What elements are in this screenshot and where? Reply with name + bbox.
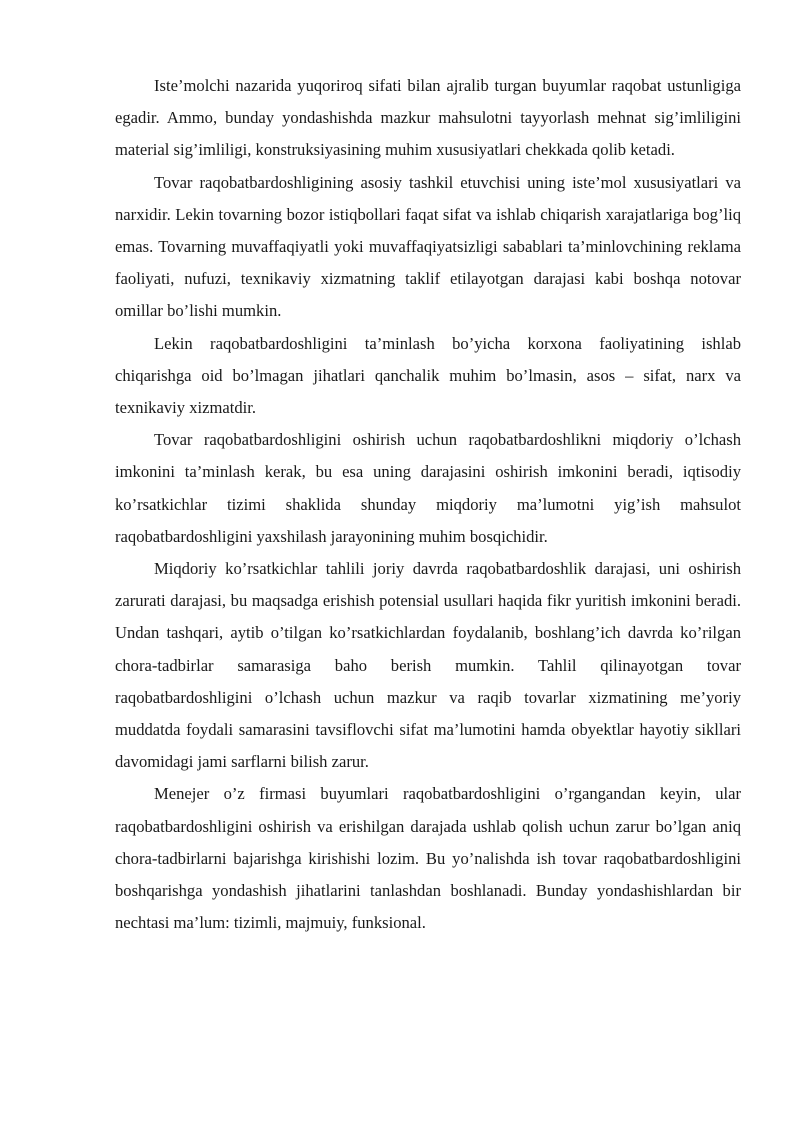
- document-body: [115, 70, 741, 939]
- paragraph: Miqdoriy ko’rsatkichlar tahlili joriy davrda raqobatbardoshlik darajasi, uni oshirish zarurati darajasi, bu maqsadga erishish potensial usullari haqida fikr yuritish imkonini beradi. Undan tashqari, aytib o’tilgan ko’rsatkichlardan foydalanib, boshlang’ich davrda ko’rilgan chora-tadbirlar samarasiga baho berish mumkin. Tahlil qilinayotgan tovar raqobatbardoshligini o’lchash uchun mazkur va raqib tovarlar xizmatining me’yoriy muddatda foydali samarasini tavsiflovchi sifat ma’lumotini hamda obyektlar hayotiy sikllari davomidagi jami sarflarni bilish zarur.: [115, 559, 741, 772]
- paragraph: Tovar raqobatbardoshligini oshirish uchun raqobatbardoshlikni miqdoriy o’lchash imkonini ta’minlash kerak, bu esa uning darajasini oshirish imkonini beradi, iqtisodiy ko’rsatkichlar tizimi shaklida shunday miqdoriy ma’lumotni yig’ish mahsulot raqobatbardoshligini yaxshilash jarayonining muhim bosqichidir.: [115, 430, 741, 546]
- paragraph: Menejer o’z firmasi buyumlari raqobatbardoshligini o’rgangandan keyin, ular raqobatbardoshligini oshirish va erishilgan darajada ushlab qolish uchun zarur bo’lgan aniq chora-tadbirlarni bajarishga kirishishi lozim. Bu yo’nalishda ish tovar raqobatbardoshligini boshqarishga yondashish jihatlarini tanlashdan boshlanadi. Bunday yondashishlardan bir nechtasi ma’lum: tizimli, majmuiy, funksional.: [115, 784, 741, 933]
- paragraph: Tovar raqobatbardoshligining asosiy tashkil etuvchisi uning iste’mol xususiyatlari va narxidir. Lekin tovarning bozor istiqbollari faqat sifat va ishlab chiqarish xarajatlariga bog’liq emas. Tovarning muvaffaqiyatli yoki muvaffaqiyatsizligi sabablari ta’minlovchining reklama faoliyati, nufuzi, texnikaviy xizmatning taklif etilayotgan darajasi kabi boshqa notovar omillar bo’lishi mumkin.: [115, 172, 741, 321]
- paragraph: Iste’molchi nazarida yuqoriroq sifati bilan ajralib turgan buyumlar raqobat ustunligiga egadir. Ammo, bunday yondashishda mazkur mahsulotni tayyorlash mehnat sig’imliligini material sig’imliligi, konstruksiyasining muhim xususiyatlari chekkada qolib ketadi.: [115, 76, 741, 160]
- paragraph: Lekin raqobatbardoshligini ta’minlash bo’yicha korxona faoliyatining ishlab chiqarishga oid bo’lmagan jihatlari qanchalik muhim bo’lmasin, asos – sifat, narx va texnikaviy xizmatdir.: [115, 333, 741, 418]
